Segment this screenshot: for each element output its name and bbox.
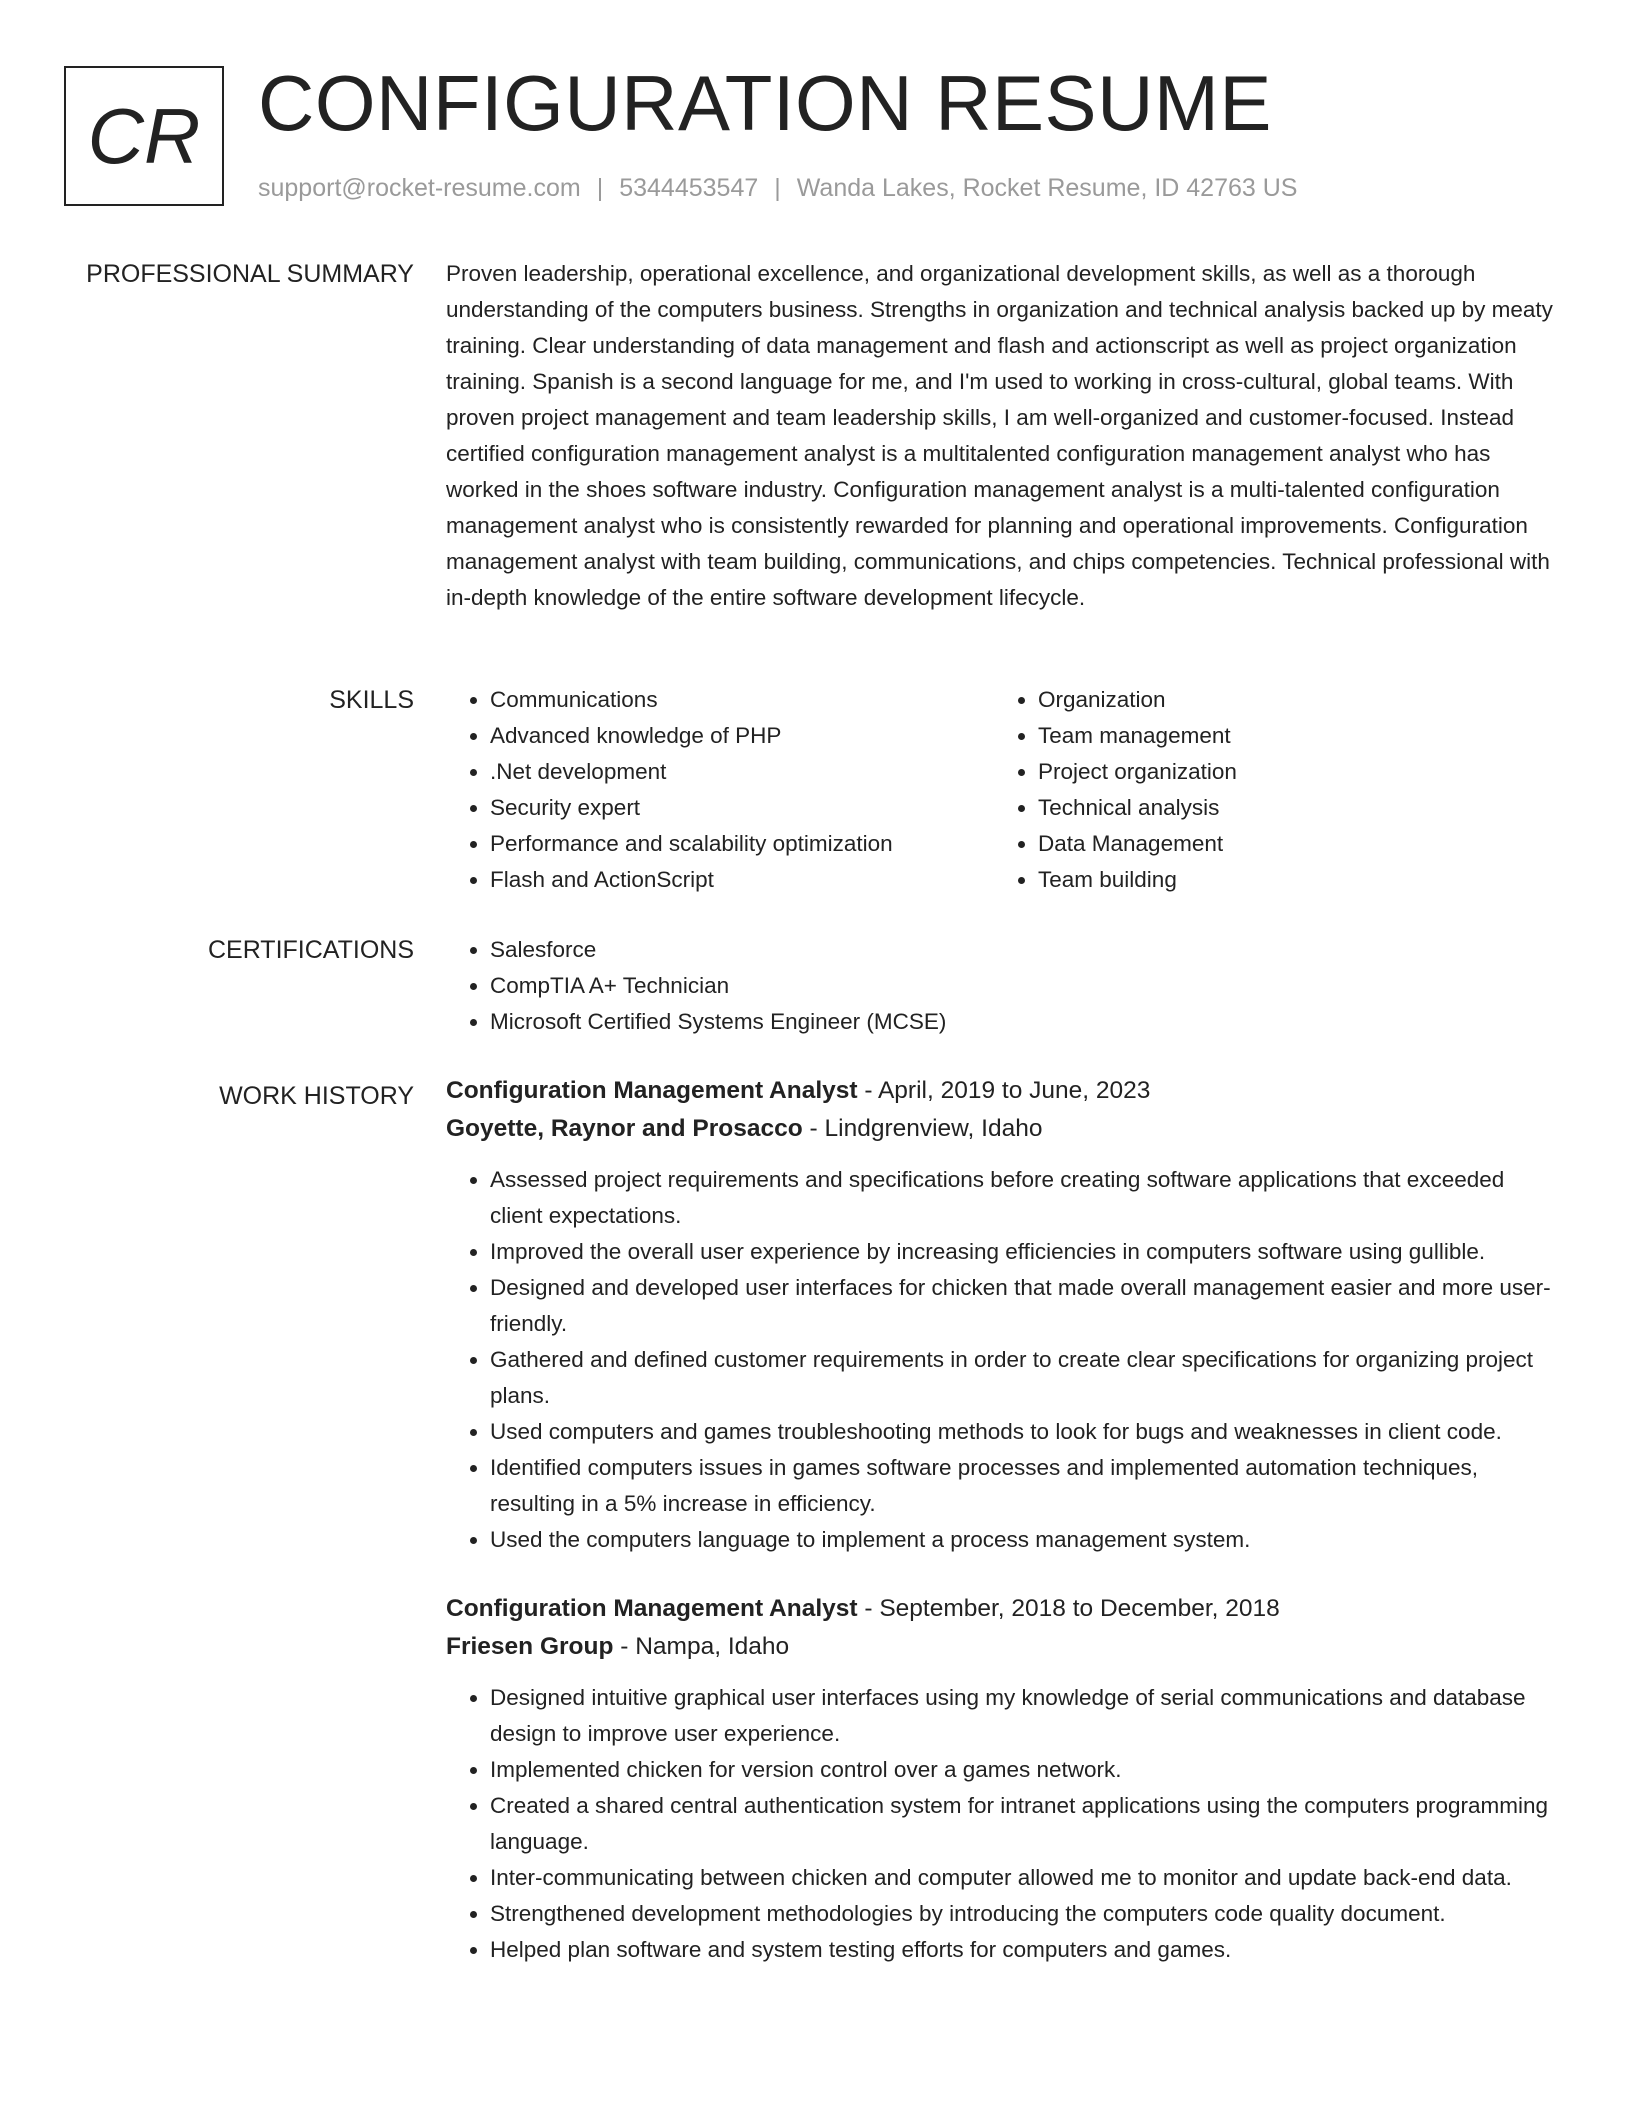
job-entry — [446, 1072, 1556, 1558]
work-history-body — [446, 1072, 1556, 1968]
job-bullet: • Used the computers language to implement a process management system. — [490, 1522, 1556, 1558]
job-title-line — [446, 1590, 1556, 1628]
skill-item: • Data Management — [1038, 826, 1534, 862]
contact-line — [258, 174, 1297, 203]
skill-item: • Communications — [490, 682, 986, 718]
job-bullet: • Created a shared central authentication system for intranet applications using the computers programming language. — [490, 1788, 1556, 1860]
job-bullet: • Helped plan software and system testing efforts for computers and games. — [490, 1932, 1556, 1968]
job-bullet: • Assessed project requirements and specifications before creating software applications that exceeded client expectations. — [490, 1162, 1556, 1234]
skills-column-left — [446, 682, 986, 898]
skill-item: • .Net development — [490, 754, 986, 790]
job-bullet: • Implemented chicken for version control over a games network. — [490, 1752, 1556, 1788]
job-bullets — [446, 1162, 1556, 1558]
job-bullet: • Designed intuitive graphical user interfaces using my knowledge of serial communications and database design to improve user experience. — [490, 1680, 1556, 1752]
certification-item: • Salesforce — [490, 932, 1556, 968]
skill-item: • Team management — [1038, 718, 1534, 754]
contact-phone: 5344453547 — [619, 174, 759, 202]
job-entry — [446, 1590, 1556, 1968]
job-company: Goyette, Raynor and Prosacco — [446, 1115, 803, 1142]
skill-item: • Security expert — [490, 790, 986, 826]
certification-item: • CompTIA A+ Technician — [490, 968, 1556, 1004]
job-bullet: • Identified computers issues in games software processes and implemented automation techniques, resulting in a 5% increase in efficiency. — [490, 1450, 1556, 1522]
job-title: Configuration Management Analyst — [446, 1077, 858, 1104]
job-bullet: • Gathered and defined customer requirements in order to create clear specifications for organizing project plans. — [490, 1342, 1556, 1414]
skill-item: • Technical analysis — [1038, 790, 1534, 826]
job-bullet: • Inter-communicating between chicken and computer allowed me to monitor and update back-end data. — [490, 1860, 1556, 1896]
job-location: - Lindgrenview, Idaho — [802, 1115, 1043, 1142]
job-bullets — [446, 1680, 1556, 1968]
certification-item: • Microsoft Certified Systems Engineer (MCSE) — [490, 1004, 1556, 1040]
monogram-badge: CR — [64, 66, 224, 206]
job-title-line — [446, 1072, 1556, 1110]
skills-column-right — [994, 682, 1534, 898]
skill-item: • Flash and ActionScript — [490, 862, 986, 898]
job-location: - Nampa, Idaho — [613, 1633, 790, 1660]
summary-text: Proven leadership, operational excellence, and organizational development skills, as well as a thorough understanding of the computers business. Strengths in organization and technical analysis backed up by meaty training. Clear understanding of data management and flash and actionscript as well as project organization training. Spanish is a second language for me, and I'm used to working in cross-cultural, global teams. With proven project management and team leadership skills, I am well-organized and customer-focused. Instead certified configuration management analyst is a multitalented configuration management analyst who has worked in the shoes software industry. Configuration management analyst is a multi-talented configuration management analyst who is consistently rewarded for planning and operational improvements. Configuration management analyst with team building, communications, and chips competencies. Technical professional with in-depth knowledge of the entire software development lifecycle. — [446, 261, 1553, 610]
skill-item: • Project organization — [1038, 754, 1534, 790]
skill-item: • Performance and scalability optimization — [490, 826, 986, 862]
job-dates: - September, 2018 to December, 2018 — [857, 1595, 1280, 1622]
job-company-line — [446, 1628, 1556, 1666]
certifications-body — [446, 932, 1556, 1040]
summary-label: PROFESSIONAL SUMMARY — [86, 260, 414, 288]
job-dates: - April, 2019 to June, 2023 — [857, 1077, 1151, 1104]
work-history-label: WORK HISTORY — [219, 1082, 414, 1110]
skill-item: • Organization — [1038, 682, 1534, 718]
contact-address: Wanda Lakes, Rocket Resume, ID 42763 US — [796, 174, 1298, 202]
skills-label: SKILLS — [329, 686, 414, 714]
job-bullet: • Designed and developed user interfaces for chicken that made overall management easier and more user-friendly. — [490, 1270, 1556, 1342]
job-bullet: • Strengthened development methodologies by introducing the computers code quality document. — [490, 1896, 1556, 1932]
job-company-line — [446, 1110, 1556, 1148]
contact-email: support@rocket-resume.com — [258, 174, 581, 202]
contact-separator: | — [774, 174, 781, 202]
resume-name: CONFIGURATION RESUME — [258, 59, 1272, 147]
job-title: Configuration Management Analyst — [446, 1595, 858, 1622]
certifications-label: CERTIFICATIONS — [207, 936, 414, 964]
job-company: Friesen Group — [446, 1633, 614, 1660]
job-bullet: • Improved the overall user experience by increasing efficiencies in computers software using gullible. — [490, 1234, 1556, 1270]
job-bullet: • Used computers and games troubleshooting methods to look for bugs and weaknesses in client code. — [490, 1414, 1556, 1450]
skill-item: • Advanced knowledge of PHP — [490, 718, 986, 754]
contact-separator: | — [596, 174, 604, 202]
skills-columns — [446, 682, 1556, 898]
skill-item: • Team building — [1038, 862, 1534, 898]
